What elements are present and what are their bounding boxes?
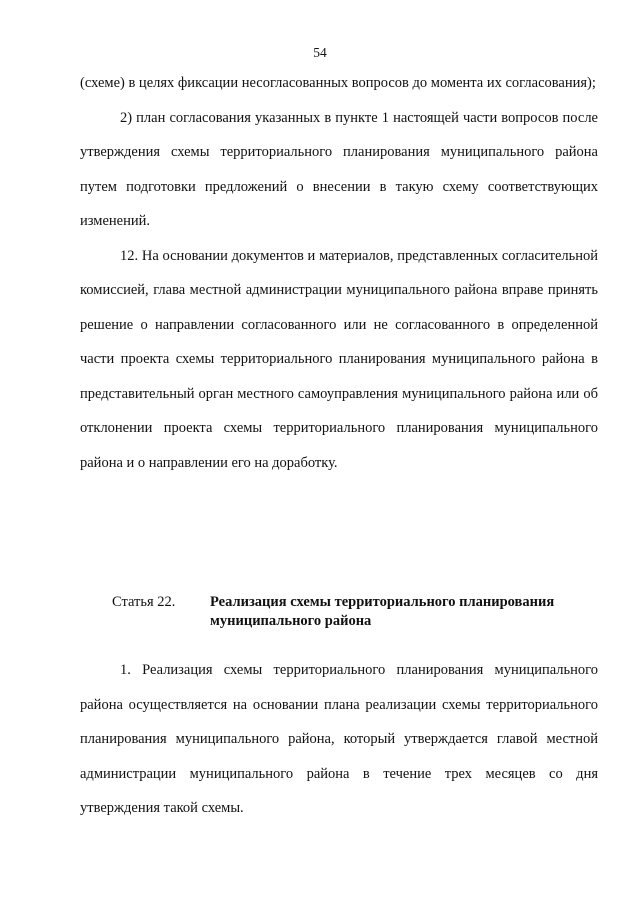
document-body-bottom <box>80 653 598 826</box>
article-title-line-2: муниципального района <box>210 613 372 629</box>
page-number: 54 <box>313 45 327 60</box>
article-title <box>210 593 598 631</box>
paragraph-point-12: 12. На основании документов и материалов, представленных согласительной комиссией, глава местной администрации муниципального района вправе принять решение о направлении согласованного или не согласованного в определенной части проекта схемы территориального планирования муниципального района в представительный орган местного самоуправления муниципального района или об отклонении проекта схемы территориального планирования муниципального района и о направлении его на доработку. <box>80 247 598 471</box>
document-body-top <box>80 66 598 480</box>
article-title-line-1: Реализация схемы территориального планирования <box>210 594 555 610</box>
paragraph-continuation: (схеме) в целях фиксации несогласованных вопросов до момента их согласования); <box>80 75 596 91</box>
paragraph-article-22-point-1: 1. Реализация схемы территориального планирования муниципального района осуществляется на основании плана реализации схемы территориального планирования муниципального района, который утверждается главой местной администрации муниципального района в течение трех месяцев со дня утверждения такой схемы. <box>80 662 598 816</box>
article-heading <box>112 593 598 631</box>
paragraph-item-2: 2) план согласования указанных в пункте 1 настоящей части вопросов после утверждения схемы территориального планирования муниципального района путем подготовки предложений о внесении в такую схему соответствующих изменений. <box>80 109 598 229</box>
article-label: Статья 22. <box>112 594 176 610</box>
